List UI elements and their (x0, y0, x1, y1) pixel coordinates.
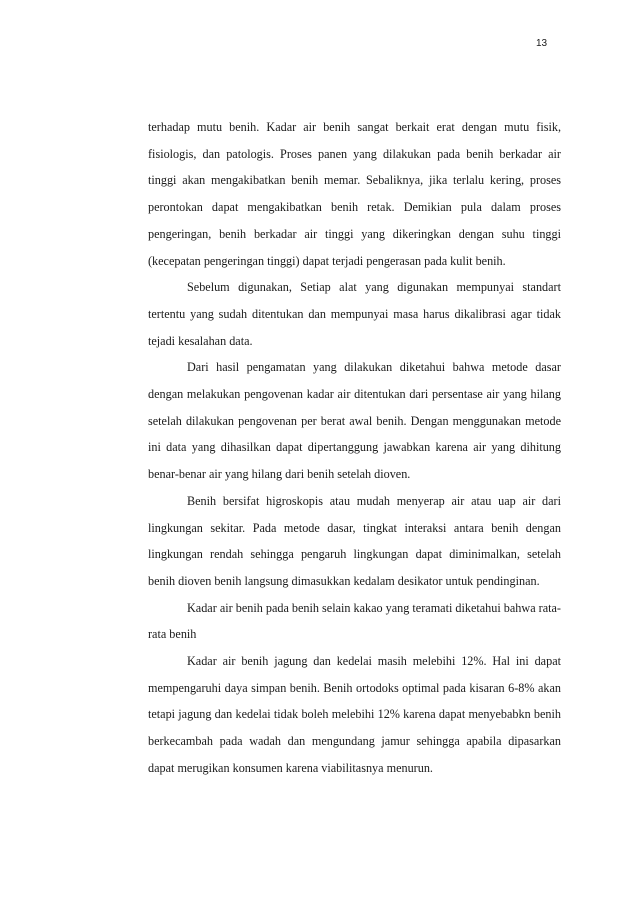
paragraph-calibration: Sebelum digunakan, Setiap alat yang digunakan mempunyai standart tertentu yang sudah ditentukan dan mempunyai masa harus dikalibrasi agar tidak tejadi kesalahan data. (148, 280, 561, 348)
paragraph-corn-soybean: Kadar air benih jagung dan kedelai masih melebihi 12%. Hal ini dapat mempengaruhi daya simpan benih. Benih ortodoks optimal pada kisaran 6-8% akan tetapi jagung dan kedelai tidak boleh melebihi 12% karena dapat menyebabkn benih berkecambah pada wadah dan mengundang jamur sehingga apabila dipasarkan dapat merugikan konsumen karena viabilitasnya menurun. (148, 654, 561, 775)
paragraph-hygroscopic: Benih bersifat higroskopis atau mudah menyerap air atau uap air dari lingkungan sekitar. Pada metode dasar, tingkat interaksi antara benih dengan lingkungan rendah sehingga pengaruh lingkungan dapat diminimalkan, setelah benih dioven benih langsung dimasukkan kedalam desikator untuk pendinginan. (148, 493, 561, 588)
paragraph-moisture-average: Kadar air benih pada benih selain kakao yang teramati diketahui bahwa rata-rata benih (148, 600, 561, 642)
body-text (148, 114, 561, 782)
page-number: 13 (536, 38, 548, 49)
paragraph-continuation: terhadap mutu benih. Kadar air benih sangat berkait erat dengan mutu fisik, fisiologis, dan patologis. Proses panen yang dilakukan pada benih berkadar air tinggi akan mengakibatkan benih memar. Sebaliknya, jika terlalu kering, proses perontokan dapat mengakibatkan benih retak. Demikian pula dalam proses pengeringan, benih berkadar air tinggi yang dikeringkan dengan suhu tinggi (kecepatan pengeringan tinggi) dapat terjadi pengerasan pada kulit benih. (148, 120, 561, 268)
paragraph-oven-method: Dari hasil pengamatan yang dilakukan diketahui bahwa metode dasar dengan melakukan pengovenan kadar air ditentukan dari persentase air yang hilang setelah dilakukan pengovenan per berat awal benih. Dengan menggunakan metode ini data yang dihasilkan dapat dipertanggung jawabkan karena air yang dihitung benar-benar air yang hilang dari benih setelah dioven. (148, 360, 561, 482)
